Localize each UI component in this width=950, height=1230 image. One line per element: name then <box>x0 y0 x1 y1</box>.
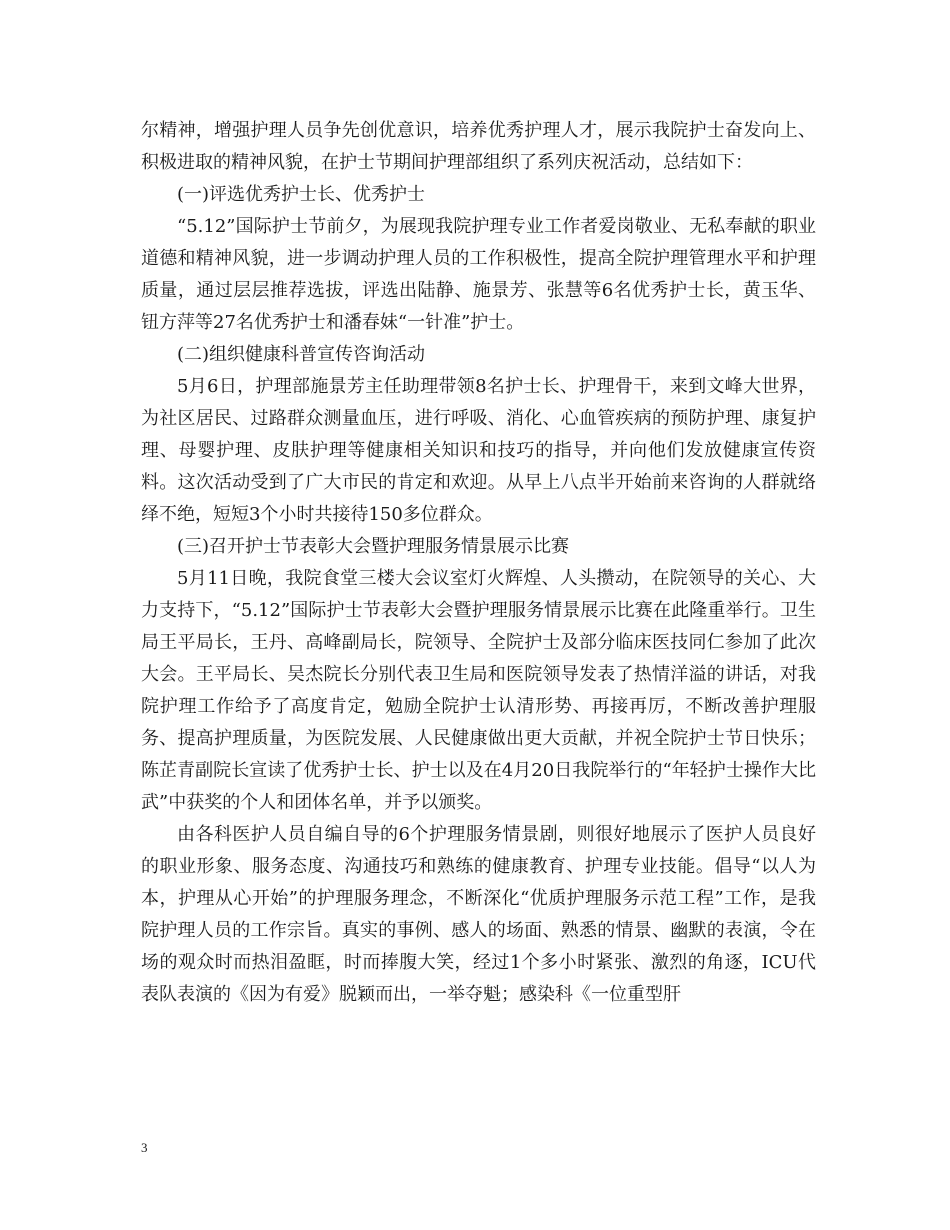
section-heading-3: (三)召开护士节表彰大会暨护理服务情景展示比赛 <box>177 536 570 557</box>
section-heading-2: (二)组织健康科普宣传咨询活动 <box>177 344 426 365</box>
body-paragraph-4: 由各科医护人员自编自导的6个护理服务情景剧，则很好地展示了医护人员良好的职业形象、服务态度、沟通技巧和熟练的健康教育、护理专业技能。倡导“以人为本，护理从心开始”的护理服务理念，不断深化“优质护理服务示范工程”工作，是我院护理人员的工作宗旨。真实的事例、感人的场面、熟悉的情景、幽默的表演，令在场的观众时而热泪盈眶，时而捧腹大笑，经过1个多小时紧张、激烈的角逐，ICU代表队表演的《因为有爱》脱颖而出，一举夺魁；感染科《一位重型肝 <box>141 824 816 1005</box>
page-number: 3 <box>141 1140 148 1155</box>
section-heading-1: (一)评选优秀护士长、优秀护士 <box>177 184 426 205</box>
body-paragraph-3: 5月11日晚，我院食堂三楼大会议室灯火辉煌、人头攒动，在院领导的关心、大力支持下，“5.12”国际护士节表彰大会暨护理服务情景展示比赛在此隆重举行。卫生局王平局长，王丹、高峰副局长，院领导、全院护士及部分临床医技同仁参加了此次大会。王平局长、吴杰院长分别代表卫生局和医院领导发表了热情洋溢的讲话，对我院护理工作给予了高度肯定，勉励全院护士认清形势、再接再厉，不断改善护理服务、提高护理质量，为医院发展、人民健康做出更大贡献，并祝全院护士节日快乐；陈芷青副院长宣读了优秀护士长、护士以及在4月20日我院举行的“年轻护士操作大比武”中获奖的个人和团体名单，并予以颁奖。 <box>141 568 816 813</box>
body-paragraph-1: “5.12”国际护士节前夕，为展现我院护理专业工作者爱岗敬业、无私奉献的职业道德和精神风貌，进一步调动护理人员的工作积极性，提高全院护理管理水平和护理质量，通过层层推荐选拔，评选出陆静、施景芳、张慧等6名优秀护士长，黄玉华、钮方萍等27名优秀护士和潘春妹“一针准”护士。 <box>141 216 816 333</box>
continuation-paragraph: 尔精神，增强护理人员争先创优意识，培养优秀护理人才，展示我院护士奋发向上、积极进取的精神风貌，在护士节期间护理部组织了系列庆祝活动，总结如下： <box>141 120 816 173</box>
document-body <box>141 115 816 1011</box>
body-paragraph-2: 5月6日，护理部施景芳主任助理带领8名护士长、护理骨干，来到文峰大世界，为社区居民、过路群众测量血压，进行呼吸、消化、心血管疾病的预防护理、康复护理、母婴护理、皮肤护理等健康相关知识和技巧的指导，并向他们发放健康宣传资料。这次活动受到了广大市民的肯定和欢迎。从早上八点半开始前来咨询的人群就络绎不绝，短短3个小时共接待150多位群众。 <box>141 376 816 525</box>
